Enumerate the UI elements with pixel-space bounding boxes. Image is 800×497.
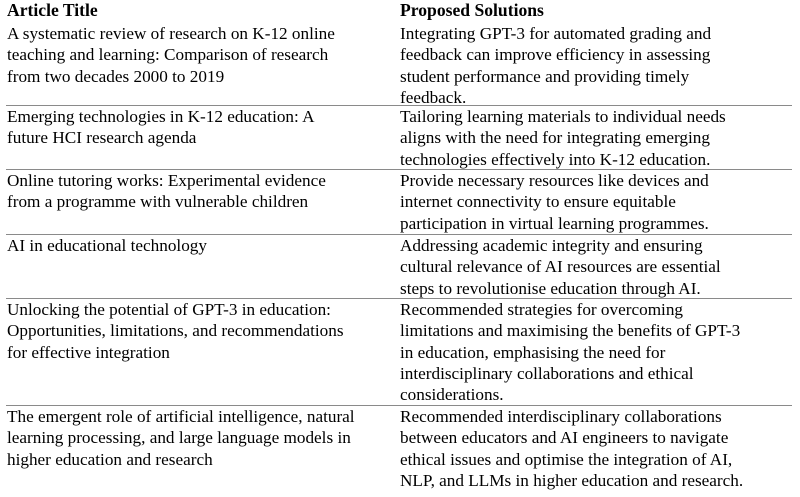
text-line: interdisciplinary collaborations and ethical [400, 363, 694, 383]
text-line: steps to revolutionise education through AI. [400, 278, 701, 298]
text-line: AI in educational technology [7, 236, 207, 255]
table-row [6, 23, 792, 105]
text-line: teaching and learning: Comparison of research [7, 45, 329, 65]
text-line: ethical issues and optimise the integration of AI, [400, 449, 733, 469]
article-title-cell [6, 406, 398, 495]
text-line: aligns with the need for integrating emerging [400, 128, 710, 148]
text-line: limitations and maximising the benefits of GPT-3 [400, 321, 741, 341]
article-title-cell [6, 299, 398, 405]
text-line: Integrating GPT-3 for automated grading and [400, 24, 712, 43]
text-line: cultural relevance of AI resources are essential [400, 257, 721, 277]
proposed-solution-cell [398, 23, 792, 105]
text-line: Addressing academic integrity and ensuring [400, 236, 703, 255]
text-line: feedback. [400, 87, 467, 107]
text-line: technologies effectively into K-12 education. [400, 149, 711, 169]
text-line: internet connectivity to ensure equitable [400, 192, 676, 212]
header-proposed-solutions: Proposed Solutions [400, 0, 544, 20]
solutions-table [6, 0, 792, 495]
text-line: feedback can improve efficiency in assessing [400, 45, 711, 65]
text-line: Online tutoring works: Experimental evidence [7, 171, 326, 190]
article-title-cell [6, 23, 398, 105]
text-line: Tailoring learning materials to individual needs [400, 107, 726, 126]
article-title-cell [6, 106, 398, 169]
table-row [6, 405, 792, 495]
text-line: in education, emphasising the need for [400, 342, 666, 362]
proposed-solution-cell [398, 235, 792, 298]
proposed-solution-cell [398, 299, 792, 405]
article-title-cell [6, 170, 398, 234]
text-line: Recommended interdisciplinary collaborations [400, 407, 722, 426]
table-row [6, 169, 792, 234]
proposed-solution-cell [398, 170, 792, 234]
text-line: for effective integration [7, 342, 170, 362]
text-line: between educators and AI engineers to navigate [400, 428, 729, 448]
text-line: Provide necessary resources like devices and [400, 171, 709, 190]
text-line: participation in virtual learning programmes. [400, 213, 709, 233]
text-line: Opportunities, limitations, and recommendations [7, 321, 344, 341]
text-line: The emergent role of artificial intelligence, natural [7, 407, 355, 426]
text-line: future HCI research agenda [7, 128, 197, 148]
text-line: NLP, and LLMs in higher education and research. [400, 470, 744, 490]
text-line: Emerging technologies in K-12 education: A [7, 107, 315, 126]
text-line: learning processing, and large language models in [7, 428, 351, 448]
text-line: from two decades 2000 to 2019 [7, 66, 225, 86]
table-row [6, 105, 792, 169]
header-article-title: Article Title [7, 0, 98, 20]
text-line: A systematic review of research on K-12 online [7, 24, 335, 43]
text-line: Recommended strategies for overcoming [400, 300, 684, 319]
proposed-solution-cell [398, 106, 792, 169]
text-line: from a programme with vulnerable children [7, 192, 309, 212]
table-row [6, 298, 792, 405]
text-line: student performance and providing timely [400, 66, 690, 86]
table-header-row [6, 0, 792, 23]
text-line: considerations. [400, 385, 504, 405]
article-title-cell [6, 235, 398, 298]
table-row [6, 234, 792, 298]
text-line: Unlocking the potential of GPT-3 in education: [7, 300, 331, 319]
proposed-solution-cell [398, 406, 792, 495]
text-line: higher education and research [7, 449, 213, 469]
